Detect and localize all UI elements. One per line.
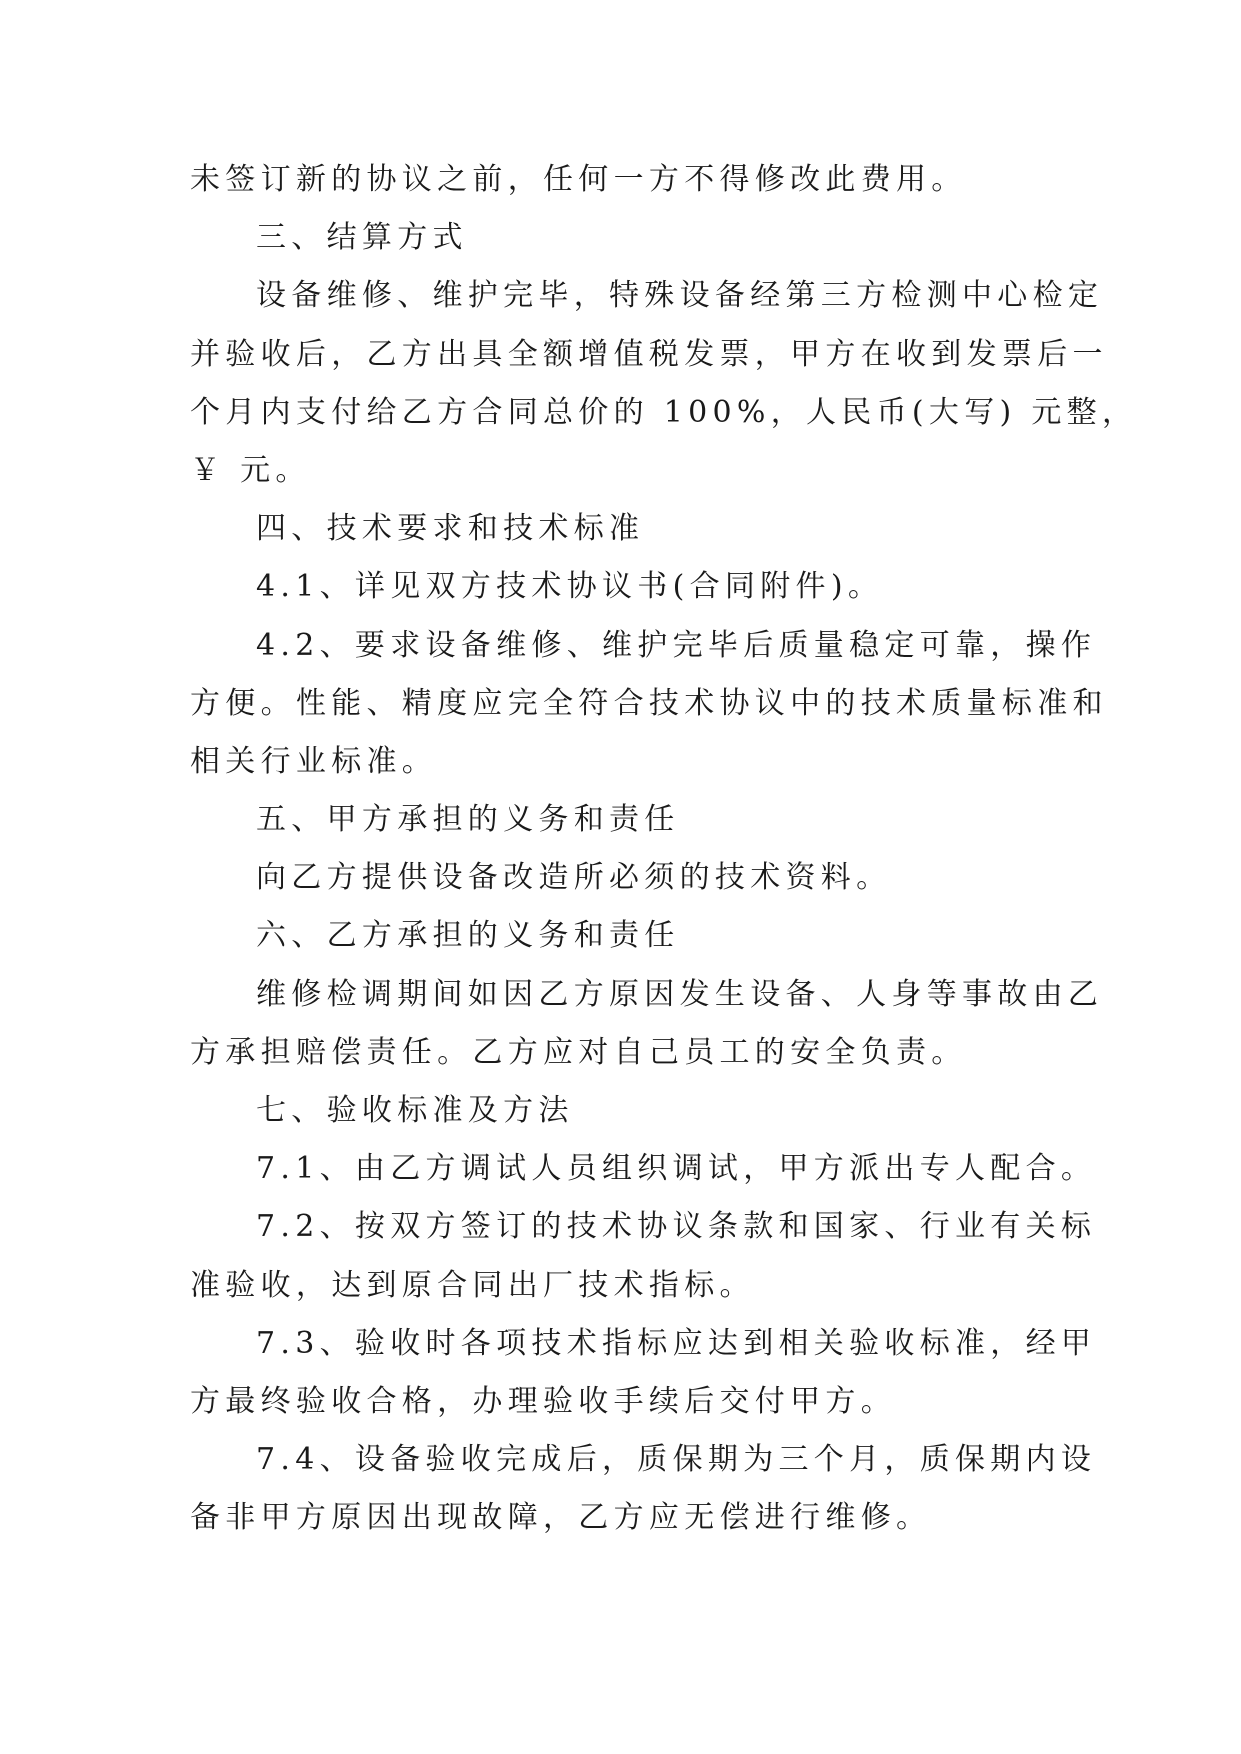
section-heading-party-b: 六、乙方承担的义务和责任	[256, 918, 680, 954]
text-line: 7.3、验收时各项技术指标应达到相关验收标准，经甲	[256, 1325, 1097, 1361]
text-line: 向乙方提供设备改造所必须的技术资料。	[256, 860, 892, 896]
text-line: 4.1、详见双方技术协议书(合同附件)。	[256, 569, 884, 605]
text-line: 维修检调期间如因乙方原因发生设备、人身等事故由乙	[256, 976, 1104, 1012]
text-line: 4.2、要求设备维修、维护完毕后质量稳定可靠，操作	[256, 627, 1097, 663]
text-line: 个月内支付给乙方合同总价的 100%，人民币(大写) 元整，	[190, 394, 1138, 430]
text-line: 7.1、由乙方调试人员组织调试，甲方派出专人配合。	[256, 1151, 1097, 1187]
text-line: 方便。性能、精度应完全符合技术协议中的技术质量标准和	[190, 685, 1108, 721]
text-line: ￥ 元。	[190, 452, 311, 488]
text-line: 方承担赔偿责任。乙方应对自己员工的安全负责。	[190, 1034, 967, 1070]
text-line: 方最终验收合格，办理验收手续后交付甲方。	[190, 1383, 896, 1419]
section-heading-technical: 四、技术要求和技术标准	[256, 511, 645, 547]
text-line: 7.4、设备验收完成后，质保期为三个月，质保期内设	[256, 1442, 1097, 1478]
text-line: 相关行业标准。	[190, 743, 438, 779]
text-line: 设备维修、维护完毕，特殊设备经第三方检测中心检定	[256, 278, 1104, 314]
text-line: 并验收后，乙方出具全额增值税发票，甲方在收到发票后一	[190, 336, 1108, 372]
text-line: 未签订新的协议之前，任何一方不得修改此费用。	[190, 162, 967, 197]
text-line: 备非甲方原因出现故障，乙方应无偿进行维修。	[190, 1500, 932, 1536]
section-heading-settlement: 三、结算方式	[256, 220, 468, 256]
section-heading-party-a: 五、甲方承担的义务和责任	[256, 802, 680, 838]
section-heading-acceptance: 七、验收标准及方法	[256, 1093, 574, 1128]
text-line: 准验收，达到原合同出厂技术指标。	[190, 1267, 755, 1303]
text-line: 7.2、按双方签订的技术协议条款和国家、行业有关标	[256, 1209, 1097, 1245]
contract-text	[190, 151, 1138, 1548]
